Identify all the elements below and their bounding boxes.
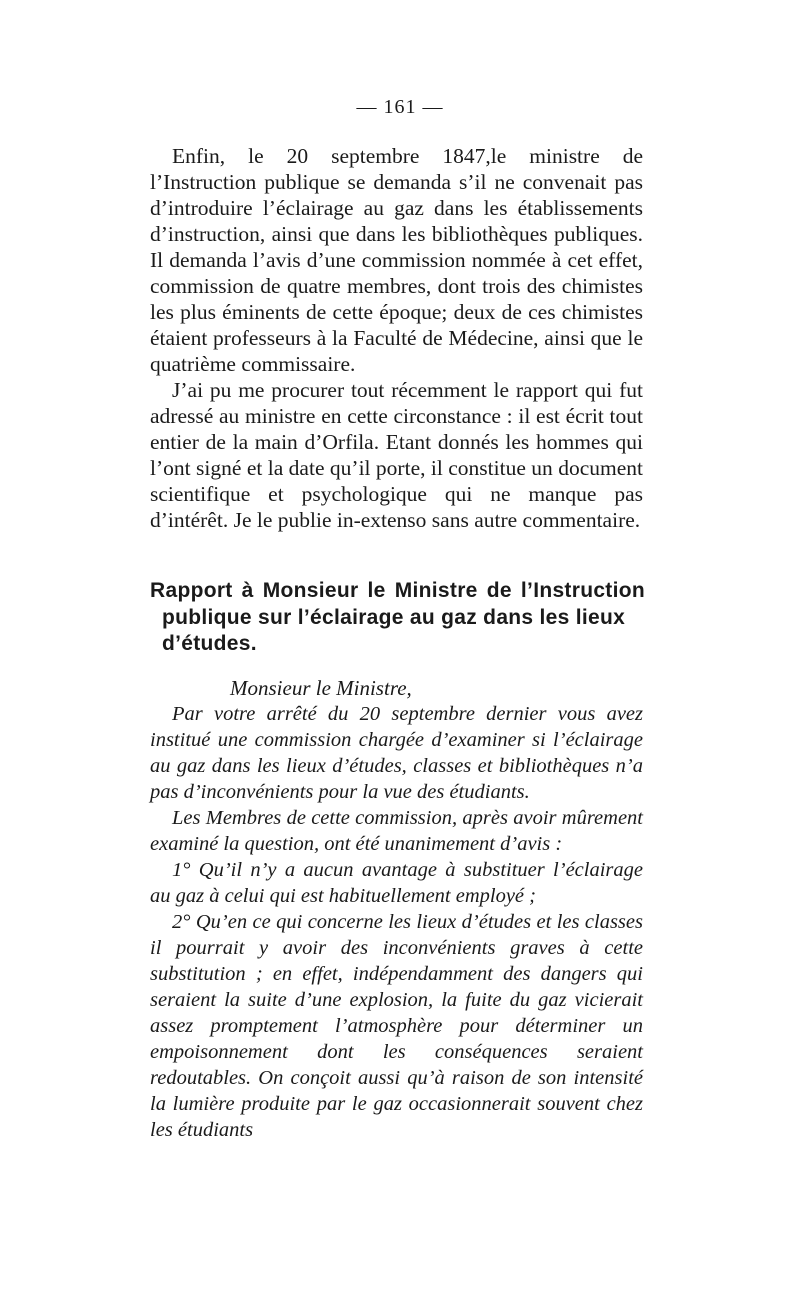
intro-paragraph-1: Enfin, le 20 septembre 1847,le ministre de l’Instruction publique se demanda s’il ne convenait pas d’introduire l’éclairage au gaz dans les établissements d’instruction, ainsi que dans les bibliothèques publiques. Il demanda l’avis d’une commission nommée à cet effet, commission de quatre membres, dont trois des chimistes les plus éminents de cette époque; deux de ces chimistes étaient professeurs à la Faculté de Médecine, ainsi que le quatrième commissaire.	[150, 144, 643, 376]
report-body	[150, 675, 643, 1143]
report-title-line-1: Rapport à Monsieur le Ministre de l’Instruction	[150, 579, 645, 602]
report-title-continuation: publique sur l’éclairage au gaz dans les lieux d’études.	[162, 605, 626, 655]
report-salutation: Monsieur le Ministre,	[230, 676, 412, 700]
report-title	[150, 578, 645, 658]
report-paragraph-4: 2° Qu’en ce qui concerne les lieux d’études et les classes il pourrait y avoir des inconvénients graves à cette substitution ; en effet, indépendamment des dangers qui seraient la suite d’une explosion, la fuite du gaz vicierait assez promptement l’atmosphère pour déterminer un empoisonnement dont les conséquences seraient redoutables. On conçoit aussi qu’à raison de son intensité la lumière produite par le gaz occasionnerait souvent chez les étudiants	[150, 911, 643, 1141]
intro-paragraph-2: J’ai pu me procurer tout récemment le rapport qui fut adressé au ministre en cette circonstance : il est écrit tout entier de la main d’Orfila. Etant donnés les hommes qui l’ont signé et la date qu’il porte, il constitue un document scientifique et psychologique qui ne manque pas d’intérêt. Je le publie in-extenso sans autre commentaire.	[150, 378, 643, 532]
report-paragraph-1: Par votre arrêté du 20 septembre dernier vous avez institué une commission chargée d’examiner si l’éclairage au gaz dans les lieux d’études, classes et bibliothèques n’a pas d’inconvénients pour la vue des étudiants.	[150, 703, 643, 803]
report-paragraph-2: Les Membres de cette commission, après avoir mûrement examiné la question, ont été unanimement d’avis :	[150, 807, 643, 855]
report-paragraph-3: 1° Qu’il n’y a aucun avantage à substituer l’éclairage au gaz à celui qui est habituellement employé ;	[150, 859, 643, 907]
page-number: — 161 —	[356, 96, 444, 118]
intro-section	[150, 143, 643, 533]
